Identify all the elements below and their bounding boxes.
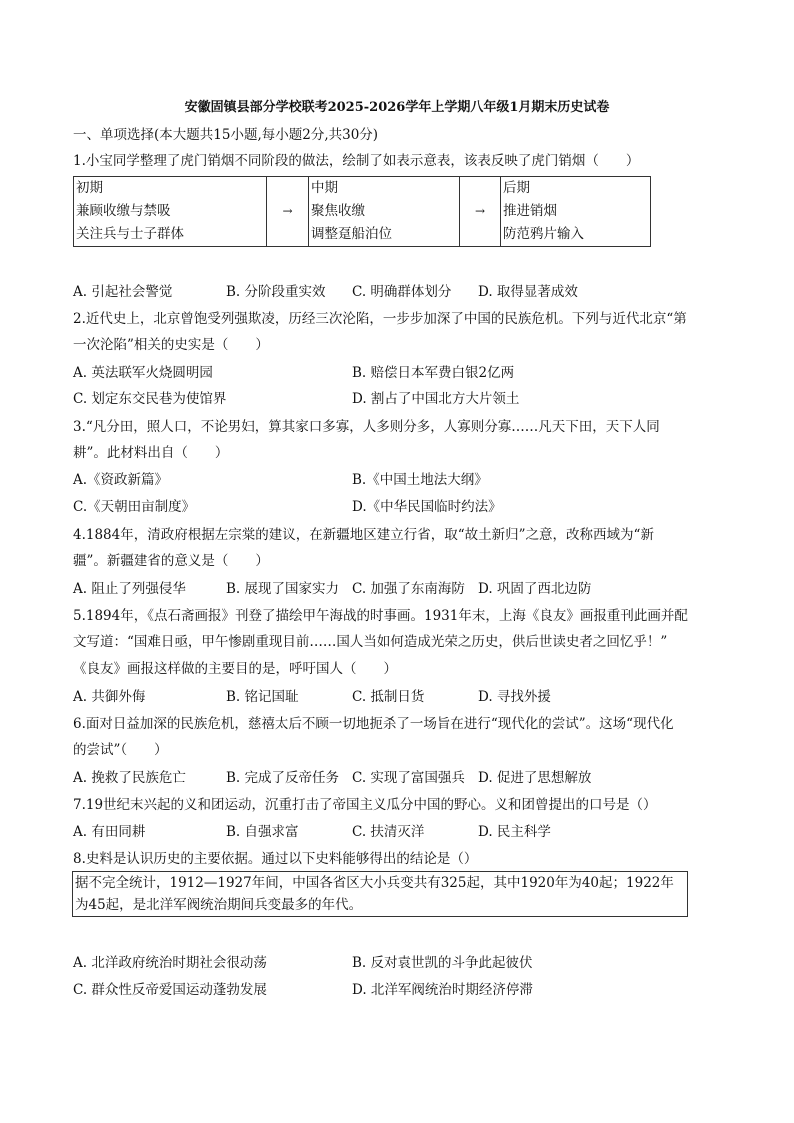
option-b: B. 展现了国家实力 bbox=[226, 581, 340, 597]
question-8-stem: 8.史料是认识历史的主要依据。通过以下史料能够得出的结论是（） bbox=[73, 851, 478, 867]
option-a: A. 英法联军火烧圆明园 bbox=[73, 365, 213, 381]
question-5-stem: 文写道：“国难日亟，甲午惨剧重现目前……国人当如何造成光荣之历史，供后世读史者之回忆乎！” bbox=[73, 634, 668, 650]
table-cell-middle bbox=[309, 177, 460, 247]
section-heading: 一、单项选择(本大题共15小题,每小题2分,共30分) bbox=[73, 127, 379, 143]
question-5-stem: 5.1894年，《点石斋画报》刊登了描绘甲午海战的时事画。1931年末，上海《良友》画报重刊此画并配 bbox=[73, 608, 688, 624]
question-6-stem: 的尝试”（ ） bbox=[73, 742, 168, 758]
option-a: A. 有田同耕 bbox=[73, 824, 146, 840]
option-c: C.《天朝田亩制度》 bbox=[73, 499, 196, 515]
option-c: C. 加强了东南海防 bbox=[352, 581, 465, 597]
option-c: C. 群众性反帝爱国运动蓬勃发展 bbox=[73, 982, 267, 998]
option-d: D. 促进了思想解放 bbox=[478, 770, 592, 786]
cell-text: 防范鸦片输入 bbox=[503, 226, 584, 242]
question-1-table bbox=[73, 176, 651, 247]
question-2-stem: 2.近代史上，北京曾饱受列强欺凌，历经三次沦陷，一步步加深了中国的民族危机。下列与近代北京“第 bbox=[73, 311, 687, 327]
question-7-stem: 7.19世纪末兴起的义和团运动，沉重打击了帝国主义瓜分中国的野心。义和团曾提出的口号是（） bbox=[73, 797, 657, 813]
arrow-icon: → bbox=[460, 177, 501, 247]
option-c: C. 实现了富国强兵 bbox=[352, 770, 465, 786]
option-b: B. 分阶段重实效 bbox=[226, 284, 326, 300]
cell-heading: 初期 bbox=[76, 180, 103, 196]
cell-text: 推进销烟 bbox=[503, 203, 557, 219]
table-cell-early bbox=[74, 177, 267, 247]
option-b: B. 完成了反帝任务 bbox=[226, 770, 340, 786]
option-c: C. 划定东交民巷为使馆界 bbox=[73, 391, 227, 407]
option-d: D. 民主科学 bbox=[478, 824, 551, 840]
option-b: B.《中国土地法大纲》 bbox=[352, 472, 488, 488]
exam-title: 安徽固镇县部分学校联考2025-2026学年上学期八年级1月期末历史试卷 bbox=[184, 100, 610, 115]
option-c: C. 抵制日货 bbox=[352, 689, 425, 705]
cell-text: 关注兵与士子群体 bbox=[76, 226, 184, 242]
option-b: B. 赔偿日本军费白银2亿两 bbox=[352, 365, 515, 381]
cell-text: 调整趸船泊位 bbox=[311, 226, 392, 242]
option-b: B. 铭记国耻 bbox=[226, 689, 299, 705]
option-a: A. 引起社会警觉 bbox=[73, 284, 173, 300]
option-a: A.《资政新篇》 bbox=[73, 472, 169, 488]
question-5-stem: 《良友》画报这样做的主要目的是，呼吁国人（ ） bbox=[73, 661, 397, 677]
question-6-stem: 6.面对日益加深的民族危机，慈禧太后不顾一切地扼杀了一场旨在进行“现代化的尝试”。这场“现代化 bbox=[73, 716, 674, 732]
option-b: B. 反对袁世凯的斗争此起彼伏 bbox=[352, 955, 533, 971]
question-4-stem: 4.1884年，清政府根据左宗棠的建议，在新疆地区建立行省，取“故土新归”之意，改称西域为“新 bbox=[73, 527, 654, 543]
material-text: 为45起，是北洋军阀统治期间兵变最多的年代。 bbox=[75, 897, 363, 913]
option-d: D. 割占了中国北方大片领土 bbox=[352, 391, 520, 407]
cell-text: 兼顾收缴与禁吸 bbox=[76, 203, 171, 219]
cell-text: 聚焦收缴 bbox=[311, 203, 365, 219]
option-a: A. 阻止了列强侵华 bbox=[73, 581, 186, 597]
question-1-stem: 1.小宝同学整理了虎门销烟不同阶段的做法，绘制了如表示意表，该表反映了虎门销烟（ ） bbox=[73, 153, 640, 169]
cell-heading: 中期 bbox=[311, 180, 338, 196]
question-3-stem: 3.“凡分田，照人口，不论男妇，算其家口多寡，人多则分多，人寡则分寡……凡天下田，天下人同 bbox=[73, 419, 660, 435]
option-c: C. 明确群体划分 bbox=[352, 284, 452, 300]
question-2-stem: 一次沦陷”相关的史实是（ ） bbox=[73, 337, 269, 353]
option-d: D. 巩固了西北边防 bbox=[478, 581, 592, 597]
material-text: 据不完全统计，1912—1927年间，中国各省区大小兵变共有325起，其中1920年为40起；1922年 bbox=[75, 875, 674, 891]
option-b: B. 自强求富 bbox=[226, 824, 299, 840]
question-3-stem: 耕”。此材料出自（ ） bbox=[73, 445, 229, 461]
question-4-stem: 疆”。新疆建省的意义是（ ） bbox=[73, 553, 269, 569]
option-d: D.《中华民国临时约法》 bbox=[352, 499, 502, 515]
option-a: A. 北洋政府统治时期社会很动荡 bbox=[73, 955, 267, 971]
option-d: D. 北洋军阀统治时期经济停滞 bbox=[352, 982, 533, 998]
option-c: C. 扶清灭洋 bbox=[352, 824, 425, 840]
question-8-material-box bbox=[72, 871, 688, 917]
option-d: D. 寻找外援 bbox=[478, 689, 551, 705]
option-a: A. 共御外侮 bbox=[73, 689, 146, 705]
arrow-icon: → bbox=[267, 177, 309, 247]
option-a: A. 挽救了民族危亡 bbox=[73, 770, 186, 786]
option-d: D. 取得显著成效 bbox=[478, 284, 578, 300]
cell-heading: 后期 bbox=[503, 180, 530, 196]
table-cell-late bbox=[501, 177, 651, 247]
